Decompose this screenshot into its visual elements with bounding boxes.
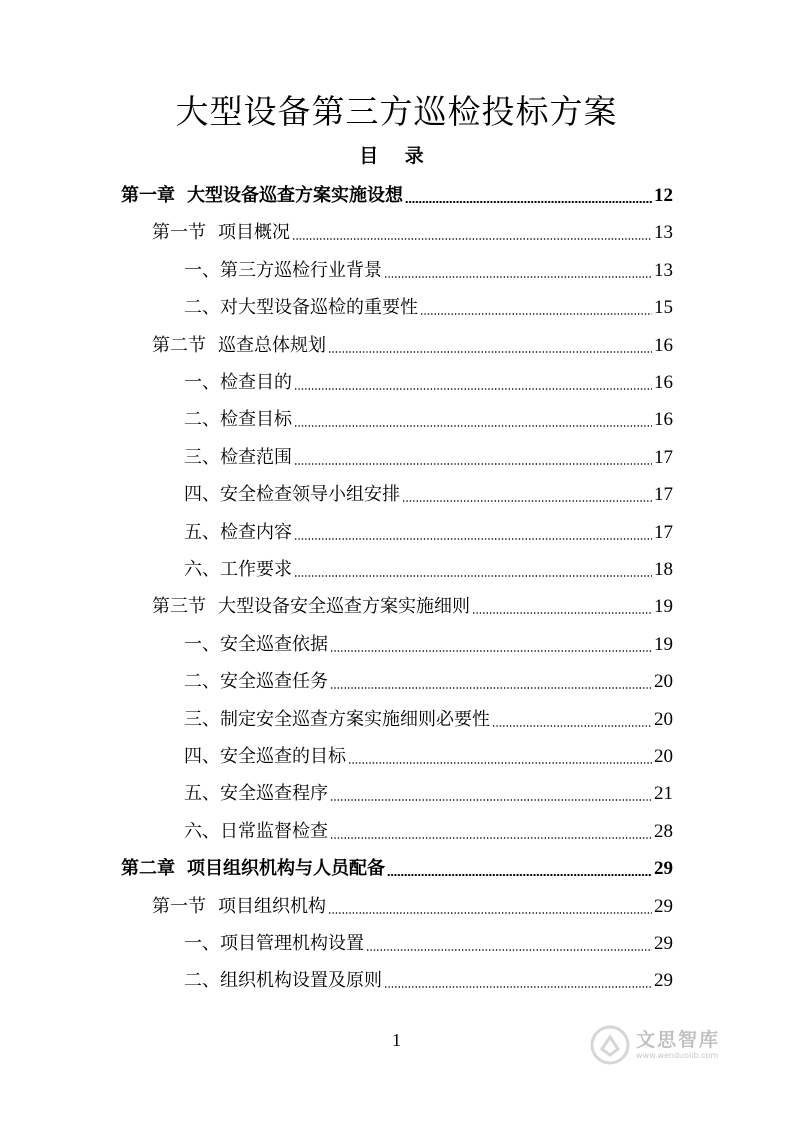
toc-entry-page: 13: [654, 259, 673, 281]
toc-entry-label: [152, 895, 326, 919]
toc-entry[interactable]: [152, 330, 673, 358]
toc-entry-text: 项目概况: [218, 222, 290, 244]
toc-entry[interactable]: [184, 367, 673, 395]
toc-entry-page: 29: [654, 895, 673, 917]
toc-entry-text: 二、对大型设备巡检的重要性: [184, 297, 418, 319]
toc-leader-dots: [330, 799, 652, 801]
toc-entry-page: 12: [654, 185, 673, 206]
toc-entry-label: [184, 708, 490, 732]
toc-entry-text: 一、项目管理机构设置: [184, 933, 364, 954]
toc-entry[interactable]: [121, 853, 673, 881]
toc-entry[interactable]: [184, 404, 673, 432]
toc-entry-page: 16: [654, 334, 673, 356]
toc-entry-label: [184, 932, 364, 956]
toc-entry-label: [184, 408, 292, 432]
toc-entry-text: 三、制定安全巡查方案实施细则必要性: [184, 708, 490, 730]
toc-leader-dots: [472, 612, 652, 614]
toc-entry[interactable]: [184, 255, 673, 283]
toc-entry-page: 18: [654, 559, 673, 580]
toc-entry-page: 17: [654, 484, 673, 506]
toc-entry[interactable]: [152, 891, 673, 919]
toc-entry-text: 六、工作要求: [184, 559, 292, 580]
toc-entry[interactable]: [184, 554, 673, 582]
toc-entry-label: [121, 857, 385, 881]
toc-entry-label: [184, 820, 328, 844]
toc-leader-dots: [387, 874, 652, 876]
toc-leader-dots: [420, 313, 652, 315]
toc-heading: 目 录: [359, 145, 434, 167]
toc-leader-dots: [405, 201, 652, 203]
toc-entry-number: 第一节: [152, 895, 206, 917]
toc-entry[interactable]: [184, 741, 673, 769]
toc-entry-label: [121, 184, 403, 208]
toc-entry-label: [184, 521, 292, 545]
toc-entry-number: 第一节: [152, 222, 206, 244]
toc-leader-dots: [330, 687, 652, 689]
toc-entry[interactable]: [121, 180, 673, 208]
toc-entry-text: 六、日常监督检查: [184, 820, 328, 842]
toc-entry-text: 大型设备安全巡查方案实施细则: [218, 596, 470, 618]
toc-entry-text: 五、检查内容: [184, 521, 292, 543]
watermark: [590, 1020, 750, 1070]
toc-entry-text: 巡查总体规划: [218, 334, 326, 356]
toc-entry-label: [152, 595, 470, 619]
toc-entry-page: 19: [654, 596, 673, 618]
toc-entry[interactable]: [184, 816, 673, 844]
toc-entry-label: [184, 633, 328, 657]
toc-entry-text: 二、组织机构设置及原则: [184, 970, 382, 992]
toc-entry[interactable]: [152, 217, 673, 245]
page-number: 1: [392, 1030, 401, 1050]
toc-entry-label: [184, 371, 292, 395]
toc-entry-page: 21: [654, 783, 673, 805]
toc-leader-dots: [328, 351, 652, 353]
toc-entry-text: 一、安全巡查依据: [184, 633, 328, 655]
toc-entry-page: 20: [654, 746, 673, 767]
toc-entry-page: 29: [654, 970, 673, 992]
toc-entry-page: 16: [654, 372, 673, 393]
toc-entry-label: [184, 483, 400, 507]
toc-entry[interactable]: [184, 928, 673, 956]
toc-entry[interactable]: [184, 517, 673, 545]
toc-leader-dots: [402, 500, 652, 502]
toc-entry-text: 三、检查范围: [184, 446, 292, 468]
toc-entry-label: [184, 296, 418, 320]
toc-entry-page: 20: [654, 708, 673, 730]
toc-leader-dots: [330, 837, 652, 839]
document-title: 大型设备第三方巡检投标方案: [175, 92, 618, 131]
toc-entry[interactable]: [184, 629, 673, 657]
toc-leader-dots: [366, 949, 652, 951]
toc-entry-page: 19: [654, 633, 673, 655]
toc-entry-label: [184, 670, 328, 694]
toc-entry-text: 四、安全检查领导小组安排: [184, 484, 400, 506]
toc-entry-page: 29: [654, 933, 673, 954]
toc-entry-page: 15: [654, 297, 673, 319]
toc-entry-label: [184, 259, 382, 283]
toc-leader-dots: [294, 463, 652, 465]
toc-leader-dots: [328, 912, 652, 914]
toc-entry-text: 二、安全巡查任务: [184, 671, 328, 693]
toc-entry-text: 大型设备巡查方案实施设想: [187, 185, 403, 206]
toc-entry-number: 第二章: [121, 858, 175, 880]
watermark-logo-icon: [590, 1025, 630, 1065]
toc-leader-dots: [294, 388, 652, 390]
toc-entry-text: 一、检查目的: [184, 372, 292, 393]
toc-leader-dots: [492, 725, 652, 727]
toc-entry-label: [184, 969, 382, 993]
toc-leader-dots: [348, 762, 652, 764]
toc-entry-text: 二、检查目标: [184, 409, 292, 431]
toc-entry-page: 20: [654, 671, 673, 693]
toc-entry-page: 13: [654, 222, 673, 244]
toc-entry[interactable]: [184, 442, 673, 470]
toc-entry-page: 29: [654, 858, 673, 880]
toc-leader-dots: [294, 425, 652, 427]
toc-entry-label: [184, 558, 292, 582]
toc-entry[interactable]: [184, 704, 673, 732]
watermark-url: www.wenduolib.com: [636, 1051, 719, 1060]
toc-entry-text: 项目组织机构: [218, 895, 326, 917]
toc-leader-dots: [384, 276, 652, 278]
toc-entry[interactable]: [184, 479, 673, 507]
toc-entry[interactable]: [184, 292, 673, 320]
watermark-name: 文思智库: [636, 1029, 721, 1051]
toc-leader-dots: [330, 650, 652, 652]
toc-leader-dots: [384, 986, 652, 988]
toc-entry-page: 28: [654, 820, 673, 842]
toc-entry[interactable]: [152, 591, 673, 619]
toc-entry[interactable]: [184, 666, 673, 694]
toc-entry-label: [184, 745, 346, 769]
toc-entry-label: [152, 221, 290, 245]
toc-entry-text: 一、第三方巡检行业背景: [184, 259, 382, 281]
toc-entry-page: 17: [654, 521, 673, 543]
toc-entry-number: 第一章: [121, 185, 175, 206]
toc-entry[interactable]: [184, 965, 673, 993]
toc-leader-dots: [294, 538, 652, 540]
toc-entry-number: 第三节: [152, 596, 206, 618]
toc-entry[interactable]: [184, 778, 673, 806]
toc-entry-page: 17: [654, 446, 673, 468]
toc-entry-number: 第二节: [152, 334, 206, 356]
toc-leader-dots: [294, 575, 652, 577]
toc-entry-label: [152, 334, 326, 358]
toc-entry-label: [184, 446, 292, 470]
toc-leader-dots: [292, 238, 652, 240]
toc-entry-label: [184, 782, 328, 806]
toc-entry-text: 项目组织机构与人员配备: [187, 858, 385, 880]
toc-entry-text: 四、安全巡查的目标: [184, 746, 346, 767]
toc-entry-text: 五、安全巡查程序: [184, 783, 328, 805]
toc-entry-page: 16: [654, 409, 673, 431]
